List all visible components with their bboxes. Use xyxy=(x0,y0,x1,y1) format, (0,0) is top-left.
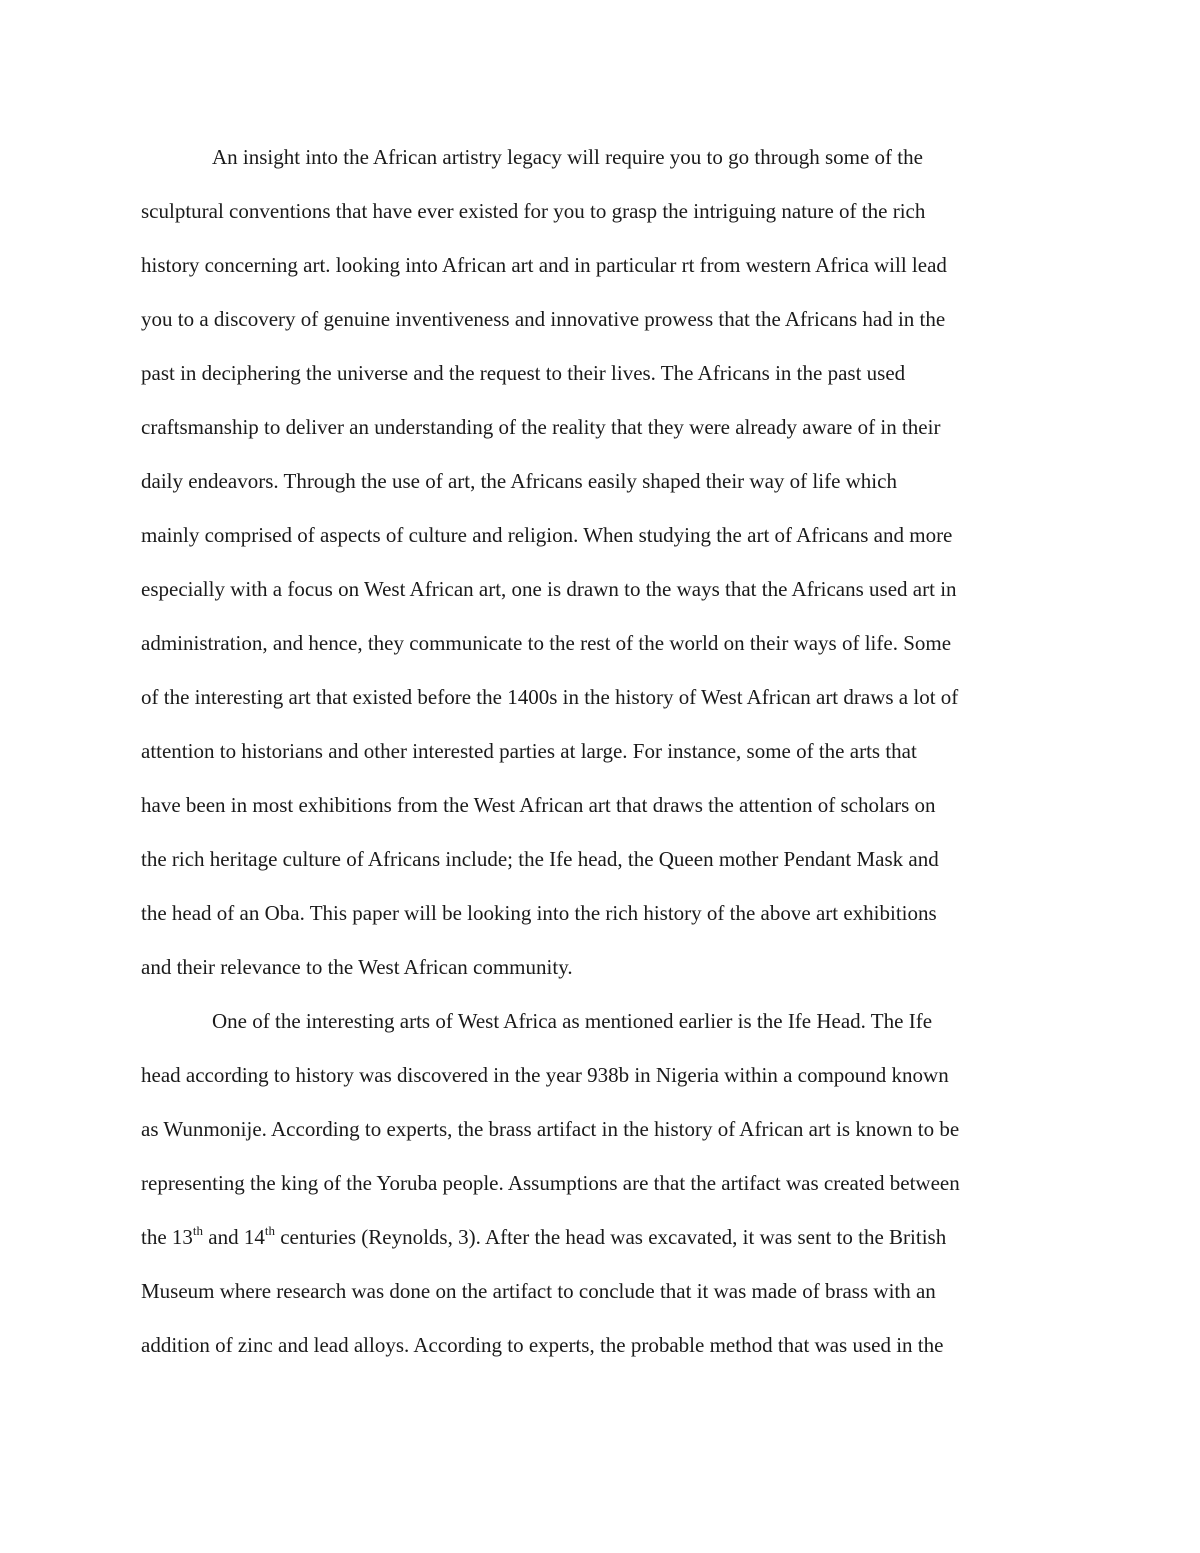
paragraph-2-line-5 xyxy=(141,1210,1063,1264)
paragraph-1-line-3: history concerning art. looking into African art and in particular rt from western Africa will lead xyxy=(141,253,947,277)
paragraph-1-line-9: especially with a focus on West African art, one is drawn to the ways that the Africans used art in xyxy=(141,577,957,601)
paragraph-1-line-5: past in deciphering the universe and the request to their lives. The Africans in the past used xyxy=(141,361,906,385)
paragraph-2-line-1: One of the interesting arts of West Africa as mentioned earlier is the Ife Head. The Ife xyxy=(212,1009,933,1033)
paragraph-1-line-8: mainly comprised of aspects of culture and religion. When studying the art of Africans and more xyxy=(141,523,953,547)
paragraph-1-line-7: daily endeavors. Through the use of art, the Africans easily shaped their way of life which xyxy=(141,469,897,493)
paragraph-2-line-6: Museum where research was done on the artifact to conclude that it was made of brass with an xyxy=(141,1279,936,1303)
ordinal-suffix: th xyxy=(192,1223,204,1238)
paragraph-2-line-7: addition of zinc and lead alloys. According to experts, the probable method that was used in the xyxy=(141,1333,944,1357)
paragraph-1-line-1: An insight into the African artistry legacy will require you to go through some of the xyxy=(212,145,923,169)
paragraph-1-line-15: the head of an Oba. This paper will be looking into the rich history of the above art exhibitions xyxy=(141,901,937,925)
ordinal-suffix: th xyxy=(264,1223,275,1238)
paragraph-1-line-4: you to a discovery of genuine inventiveness and innovative prowess that the Africans had in the xyxy=(141,307,946,331)
text-segment: the 13 xyxy=(141,1225,193,1249)
paragraph-1-line-12: attention to historians and other interested parties at large. For instance, some of the arts that xyxy=(141,739,917,763)
paragraph-1-line-6: craftsmanship to deliver an understanding of the reality that they were already aware of in their xyxy=(141,415,941,439)
paragraph-1-line-10: administration, and hence, they communicate to the rest of the world on their ways of life. Some xyxy=(141,631,952,655)
paragraph-1-line-13: have been in most exhibitions from the West African art that draws the attention of scholars on xyxy=(141,793,936,817)
paragraph-2-line-3: as Wunmonije. According to experts, the brass artifact in the history of African art is known to be xyxy=(141,1117,960,1141)
document-body xyxy=(141,130,1063,1372)
paragraph-2-line-2: head according to history was discovered in the year 938b in Nigeria within a compound known xyxy=(141,1063,949,1087)
paragraph-1-line-14: the rich heritage culture of Africans include; the Ife head, the Queen mother Pendant Mask and xyxy=(141,847,939,871)
text-segment: centuries (Reynolds, 3). After the head was excavated, it was sent to the British xyxy=(274,1225,947,1249)
paragraph-2-line-4: representing the king of the Yoruba people. Assumptions are that the artifact was created between xyxy=(141,1171,960,1195)
paragraph-1-line-2: sculptural conventions that have ever existed for you to grasp the intriguing nature of the rich xyxy=(141,199,926,223)
paragraph-1-line-11: of the interesting art that existed before the 1400s in the history of West African art draws a lot of xyxy=(141,685,959,709)
paragraph-1-line-16: and their relevance to the West African community. xyxy=(141,955,573,979)
text-segment: and 14 xyxy=(203,1225,265,1249)
